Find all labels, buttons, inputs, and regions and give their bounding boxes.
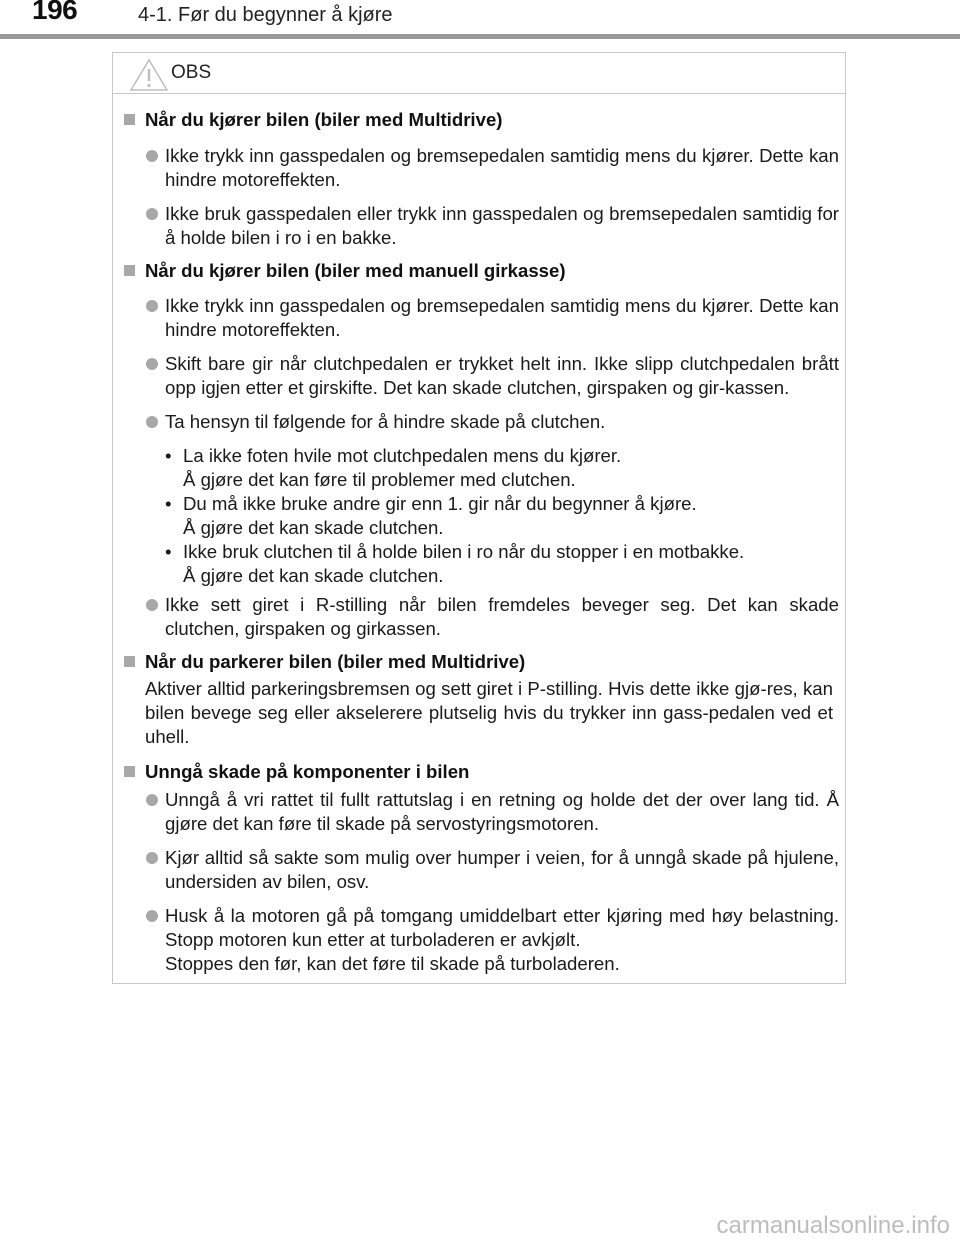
- list-item: Ikke trykk inn gasspedalen og bremsepedalen samtidig mens du kjører. Dette kan hindre motoreffekten.: [165, 294, 839, 342]
- section-component-damage: [121, 760, 847, 976]
- section-manual-driving: [121, 259, 847, 641]
- page-header: [0, 0, 960, 40]
- section-multidrive-driving: [121, 108, 847, 250]
- square-bullet-icon: [124, 766, 135, 777]
- page-number: 196: [32, 0, 78, 25]
- square-bullet-icon: [124, 114, 135, 125]
- list-item: Ikke sett giret i R-stilling når bilen fremdeles beveger seg. Det kan skade clutchen, girspaken og girkassen.: [165, 593, 839, 641]
- round-bullet-icon: [146, 599, 158, 611]
- list-item: Ikke bruk gasspedalen eller trykk inn gasspedalen og bremsepedalen samtidig for å holde bilen i ro i en bakke.: [165, 202, 839, 250]
- list-item: Ta hensyn til følgende for å hindre skade på clutchen.: [165, 410, 839, 434]
- watermark: carmanualsonline.info: [716, 1212, 950, 1239]
- section-title: Unngå skade på komponenter i bilen: [121, 760, 847, 784]
- list-item: Husk å la motoren gå på tomgang umiddelbart etter kjøring med høy belastning. Stopp motoren kun etter at turboladeren er avkjølt. Stoppes den før, kan det føre til skade på turboladeren.: [165, 904, 839, 976]
- round-bullet-icon: [146, 910, 158, 922]
- section-title: Når du kjører bilen (biler med manuell girkasse): [121, 259, 847, 283]
- warning-triangle-icon: [129, 58, 169, 92]
- section-title: Når du parkerer bilen (biler med Multidrive): [121, 650, 847, 674]
- round-bullet-icon: [146, 150, 158, 162]
- obs-caution-box: [112, 52, 846, 984]
- obs-content: [113, 108, 847, 976]
- sub-list-item: • Ikke bruk clutchen til å holde bilen i ro når du stopper i en motbakke. Å gjøre det kan skade clutchen.: [165, 541, 745, 586]
- obs-header: [113, 53, 845, 94]
- header-rule: [0, 34, 960, 39]
- list-item: Skift bare gir når clutchpedalen er trykket helt inn. Ikke slipp clutchpedalen brått opp igjen etter et girskifte. Det kan skade clutchen, girspaken og gir-kassen.: [165, 352, 839, 400]
- square-bullet-icon: [124, 656, 135, 667]
- list-item: Kjør alltid så sakte som mulig over humper i veien, for å unngå skade på hjulene, undersiden av bilen, osv.: [165, 846, 839, 894]
- list-item: Unngå å vri rattet til fullt rattutslag i en retning og holde det der over lang tid. Å gjøre det kan føre til skade på servostyringsmotoren.: [165, 788, 839, 836]
- obs-label: OBS: [171, 62, 212, 83]
- round-bullet-icon: [146, 300, 158, 312]
- round-bullet-icon: [146, 416, 158, 428]
- chapter-title: 4-1. Før du begynner å kjøre: [138, 4, 393, 26]
- round-bullet-icon: [146, 794, 158, 806]
- round-bullet-icon: [146, 852, 158, 864]
- round-bullet-icon: [146, 208, 158, 220]
- section-paragraph: Aktiver alltid parkeringsbremsen og sett giret i P-stilling. Hvis dette ikke gjø-res, kan bilen bevege seg eller akselerere plutselig hvis du trykker inn gass-pedalen ved et uhell.: [145, 678, 833, 747]
- sub-list-item: • La ikke foten hvile mot clutchpedalen mens du kjører. Å gjøre det kan føre til problemer med clutchen.: [165, 445, 622, 490]
- section-parking: [121, 650, 847, 749]
- sub-list-item: • Du må ikke bruke andre gir enn 1. gir når du begynner å kjøre. Å gjøre det kan skade clutchen.: [165, 493, 697, 538]
- section-title: Når du kjører bilen (biler med Multidrive): [121, 108, 847, 132]
- square-bullet-icon: [124, 265, 135, 276]
- round-bullet-icon: [146, 358, 158, 370]
- list-item: Ikke trykk inn gasspedalen og bremsepedalen samtidig mens du kjører. Dette kan hindre motoreffekten.: [165, 144, 839, 192]
